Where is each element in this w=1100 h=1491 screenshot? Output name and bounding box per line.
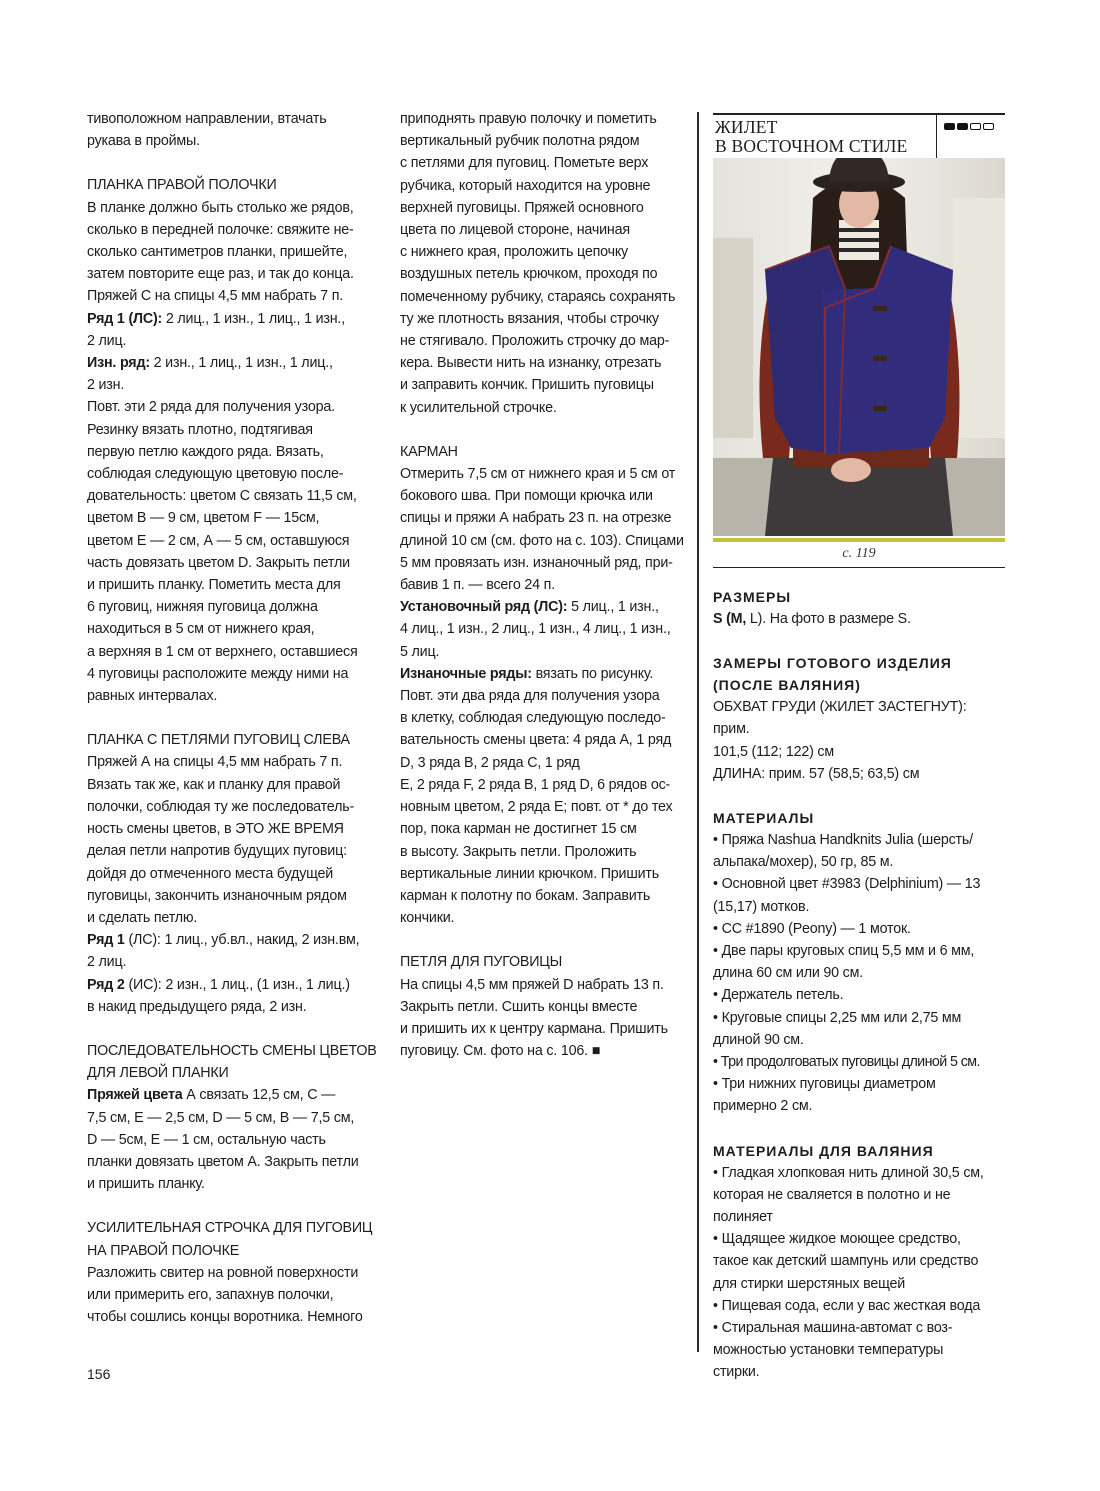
size-label: S (M, xyxy=(713,611,747,627)
text-line: • Три продолговатых пуговицы длиной 5 см. xyxy=(713,1054,980,1071)
row-label: Ряд 1 (ЛС): xyxy=(87,310,163,327)
text-line: • СС #1890 (Peony) — 1 моток. xyxy=(713,920,911,937)
text-line: ОБХВАТ ГРУДИ (ЖИЛЕТ ЗАСТЕГНУТ): прим. xyxy=(713,699,967,738)
difficulty-indicator xyxy=(944,123,994,130)
text-line: с нижнего края, проложить цепочку xyxy=(400,244,628,261)
text-line: а верхняя в 1 см от верхнего, оставшиеся xyxy=(87,643,358,660)
text-line: цвета по лицевой стороне, начиная xyxy=(400,222,630,239)
pattern-title xyxy=(715,118,907,156)
text-line: вательность смены цвета: 4 ряда А, 1 ряд xyxy=(400,732,672,749)
section-heading: ПЛАНКА ПРАВОЙ ПОЛОЧКИ xyxy=(87,177,277,194)
column-middle xyxy=(400,108,692,1062)
text-line: для стирки шерстяных вещей xyxy=(713,1275,906,1292)
row-instruction xyxy=(87,1084,379,1106)
section-heading: ПОСЛЕДОВАТЕЛЬНОСТЬ СМЕНЫ ЦВЕТОВ xyxy=(87,1042,377,1059)
text-line: ДЛИНА: прим. 57 (58,5; 63,5) см xyxy=(713,765,920,782)
text-line: равных интервалах. xyxy=(87,688,218,705)
text-line: которая не сваляется в полотно и не xyxy=(713,1186,951,1203)
text-line: 2 лиц. xyxy=(87,954,127,971)
text-line: Повт. эти два ряда для получения узора xyxy=(400,688,660,705)
text-line: • Пряжа Nashua Handknits Julia (шерсть/ xyxy=(713,832,973,849)
row-label: Изнаночные ряды: xyxy=(400,665,532,682)
text-line: • Пищевая сода, если у вас жесткая вода xyxy=(713,1297,981,1314)
title-separator xyxy=(936,115,937,159)
section-heading: ПЕТЛЯ ДЛЯ ПУГОВИЦЫ xyxy=(400,954,563,971)
text-line: длиной 90 см. xyxy=(713,1031,804,1048)
difficulty-empty-icon xyxy=(970,123,981,130)
text-line: или примерить его, запахнув полочки, xyxy=(87,1286,334,1303)
section-left-band xyxy=(87,729,379,1018)
text-line: и заправить кончик. Пришить пуговицы xyxy=(400,377,654,394)
row-text: 5 лиц., 1 изн., xyxy=(567,599,659,616)
column-left xyxy=(87,108,379,1328)
text-line: и пришить планку. Пометить места для xyxy=(87,577,341,594)
text-line: к усилительной строчке. xyxy=(400,399,557,416)
text-line: • Гладкая хлопковая нить длиной 30,5 см, xyxy=(713,1164,984,1181)
text-line: 2 изн. xyxy=(87,377,125,394)
text-line: D — 5см, Е — 1 см, остальную часть xyxy=(87,1131,326,1148)
row-instruction xyxy=(87,308,379,330)
text-line: ность смены цветов, в ЭТО ЖЕ ВРЕМЯ xyxy=(87,821,344,838)
section-materials xyxy=(713,807,1005,1118)
text-line: новным цветом, 2 ряда Е; повт. от * до тех xyxy=(400,799,673,816)
text-line: кера. Вывести нить на изнанку, отрезать xyxy=(400,355,662,372)
text-line: сколько сантиметров планки, пришейте, xyxy=(87,244,348,261)
section-heading: УСИЛИТЕЛЬНАЯ СТРОЧКА ДЛЯ ПУГОВИЦ xyxy=(87,1220,373,1237)
text-line: с петлями для пуговиц. Пометьте верх xyxy=(400,155,649,172)
text-line: 101,5 (112; 122) см xyxy=(713,743,835,760)
text-line: в накид предыдущего ряда, 2 изн. xyxy=(87,998,307,1015)
text-line: пор, пока карман не достигнет 15 см xyxy=(400,821,637,838)
text-line: и пришить планку. xyxy=(87,1176,205,1193)
row-instruction xyxy=(713,608,1005,630)
text-line: такое как детский шампунь или средство xyxy=(713,1253,979,1270)
row-instruction xyxy=(87,352,379,374)
text-line: рукава в проймы. xyxy=(87,133,200,150)
row-text: (ЛС): 1 лиц., уб.вл., накид, 2 изн.вм, xyxy=(124,932,360,949)
section-heading: МАТЕРИАЛЫ xyxy=(713,810,815,827)
text-line: рубчика, который находится на уровне xyxy=(400,177,651,194)
column-right xyxy=(713,586,1005,1384)
text-line: планки довязать цветом А. Закрыть петли xyxy=(87,1153,359,1170)
text-line: • Стиральная машина-автомат с воз- xyxy=(713,1320,953,1337)
section-heading: НА ПРАВОЙ ПОЛОЧКЕ xyxy=(87,1242,240,1259)
text-line: можностью установки температуры xyxy=(713,1342,944,1359)
text-line: спицы и пряжи А набрать 23 п. на отрезке xyxy=(400,510,672,527)
text-line: полиняет xyxy=(713,1209,773,1226)
text-line: полочки, соблюдая ту же последователь- xyxy=(87,798,355,815)
text-line: Е, 2 ряда F, 2 ряда В, 1 ряд D, 6 рядов ос- xyxy=(400,776,671,793)
intro-text xyxy=(87,108,379,152)
section-pocket xyxy=(400,441,692,929)
text-line: тивоположном направлении, втачать xyxy=(87,111,327,127)
size-text: L). На фото в размере S. xyxy=(746,611,911,627)
text-line: довательность: цветом С связать 11,5 см, xyxy=(87,488,357,505)
text-line: На спицы 4,5 мм пряжей D набрать 13 п. xyxy=(400,976,664,993)
text-line: кончики. xyxy=(400,910,455,927)
row-label: Ряд 1 xyxy=(87,932,125,949)
text-line: 4 лиц., 1 изн., 2 лиц., 1 изн., 4 лиц., 1 изн., xyxy=(400,621,671,638)
section-felting-materials xyxy=(713,1140,1005,1384)
text-line: 5 лиц. xyxy=(400,643,440,660)
text-line: приподнять правую полочку и пометить xyxy=(400,111,657,127)
text-line: пуговицы, закончить изнаночным рядом xyxy=(87,887,347,904)
section-reinforcement xyxy=(87,1217,379,1328)
section-heading: ЗАМЕРЫ ГОТОВОГО ИЗДЕЛИЯ xyxy=(713,655,952,672)
text-line: пуговицу. См. фото на с. 106. ■ xyxy=(400,1043,601,1060)
section-heading: КАРМАН xyxy=(400,443,458,460)
row-label: Установочный ряд (ЛС): xyxy=(400,599,568,616)
text-line: • Щадящее жидкое моющее средство, xyxy=(713,1231,961,1248)
pattern-title-box xyxy=(713,113,1005,160)
section-heading: (ПОСЛЕ ВАЛЯНИЯ) xyxy=(713,677,861,694)
section-heading: ПЛАНКА С ПЕТЛЯМИ ПУГОВИЦ СЛЕВА xyxy=(87,732,350,749)
row-text: (ИС): 2 изн., 1 лиц., (1 изн., 1 лиц.) xyxy=(124,976,350,993)
text-line: помеченному рубчику, стараясь сохранять xyxy=(400,288,676,305)
text-line: 4 пуговицы расположите между ними на xyxy=(87,665,349,682)
reinforcement-continued xyxy=(400,108,692,419)
text-line: • Две пары круговых спиц 5,5 мм и 6 мм, xyxy=(713,943,975,960)
text-line: в высоту. Закрыть петли. Проложить xyxy=(400,843,637,860)
text-line: цветом В — 9 см, цветом F — 15см, xyxy=(87,510,320,527)
text-line: длина 60 см или 90 см. xyxy=(713,965,864,982)
row-instruction xyxy=(400,663,692,685)
text-line: Повт. эти 2 ряда для получения узора. xyxy=(87,399,335,416)
text-line: находиться в 5 см от нижнего края, xyxy=(87,621,315,638)
text-line: Отмерить 7,5 см от нижнего края и 5 см от xyxy=(400,466,676,483)
text-line: соблюдая следующую цветовую после- xyxy=(87,466,344,483)
text-line: в клетку, соблюдая следующую последо- xyxy=(400,710,666,727)
row-text: 2 изн., 1 лиц., 1 изн., 1 лиц., xyxy=(149,355,333,372)
text-line: примерно 2 см. xyxy=(713,1098,813,1115)
text-line: бокового шва. При помощи крючка или xyxy=(400,488,653,505)
page-number: 156 xyxy=(87,1366,111,1382)
text-line: дойдя до отмеченного места будущей xyxy=(87,865,334,882)
row-instruction xyxy=(400,596,692,618)
difficulty-empty-icon xyxy=(983,123,994,130)
text-line: • Круговые спицы 2,25 мм или 2,75 мм xyxy=(713,1009,962,1026)
model-photo-illustration xyxy=(713,158,1005,536)
text-line: часть довязать цветом D. Закрыть петли xyxy=(87,554,350,571)
row-text: 2 лиц., 1 изн., 1 лиц., 1 изн., xyxy=(162,310,345,327)
section-sizes xyxy=(713,586,1005,630)
model-photo xyxy=(713,158,1005,536)
section-heading: МАТЕРИАЛЫ ДЛЯ ВАЛЯНИЯ xyxy=(713,1142,934,1159)
text-line: Пряжей А на спицы 4,5 мм набрать 7 п. xyxy=(87,754,343,771)
text-line: альпака/мохер), 50 гр, 85 м. xyxy=(713,854,894,871)
text-line: 7,5 см, Е — 2,5 см, D — 5 см, В — 7,5 см, xyxy=(87,1109,355,1126)
text-line: цветом Е — 2 см, А — 5 см, оставшуюся xyxy=(87,532,350,549)
text-line: Разложить свитер на ровной поверхности xyxy=(87,1264,359,1281)
text-line: • Основной цвет #3983 (Delphinium) — 13 xyxy=(713,876,981,893)
text-line: карман к полотну по бокам. Заправить xyxy=(400,887,651,904)
text-line: стирки. xyxy=(713,1364,760,1381)
row-text: А связать 12,5 см, С — xyxy=(182,1087,336,1104)
text-line: • Три нижних пуговицы диаметром xyxy=(713,1076,936,1093)
text-line: чтобы сошлись концы воротника. Немного xyxy=(87,1309,363,1326)
section-measurements xyxy=(713,652,1005,785)
text-line: Закрыть петли. Сшить концы вместе xyxy=(400,998,638,1015)
row-label: Изн. ряд: xyxy=(87,355,150,372)
text-line: 6 пуговиц, нижняя пуговица должна xyxy=(87,599,318,616)
text-line: Вязать так же, как и планку для правой xyxy=(87,776,341,793)
section-right-band xyxy=(87,174,379,707)
text-line: (15,17) мотков. xyxy=(713,898,810,915)
text-line: Резинку вязать плотно, подтягивая xyxy=(87,421,313,438)
text-line: В планке должно быть столько же рядов, xyxy=(87,199,354,216)
text-line: и пришить их к центру кармана. Пришить xyxy=(400,1020,668,1037)
section-color-sequence xyxy=(87,1040,379,1195)
text-line: длиной 10 см (см. фото на с. 103). Спицами xyxy=(400,532,684,549)
text-line: и сделать петлю. xyxy=(87,909,198,926)
photo-caption: с. 119 xyxy=(713,543,1005,568)
row-text: вязать по рисунку. xyxy=(531,665,654,682)
text-line: • Держатель петель. xyxy=(713,987,844,1004)
text-line: D, 3 ряда В, 2 ряда С, 1 ряд xyxy=(400,754,580,771)
text-line: Пряжей С на спицы 4,5 мм набрать 7 п. xyxy=(87,288,344,305)
row-label: Ряд 2 xyxy=(87,976,125,993)
text-line: воздушных петель крючком, проходя по xyxy=(400,266,658,283)
photo-accent-line xyxy=(713,538,1005,542)
text-line: первую петлю каждого ряда. Вязать, xyxy=(87,443,324,460)
text-line: верхней пуговицы. Пряжей основного xyxy=(400,199,644,216)
row-instruction xyxy=(87,929,379,951)
section-heading: РАЗМЕРЫ xyxy=(713,589,792,605)
row-instruction xyxy=(87,974,379,996)
text-line: делая петли напротив будущих пуговиц: xyxy=(87,843,347,860)
text-line: вертикальные линии крючком. Пришить xyxy=(400,865,660,882)
text-line: сколько в передней полочке: свяжите не- xyxy=(87,221,354,238)
row-label: Пряжей цвета xyxy=(87,1087,183,1104)
text-line: 5 мм провязать изн. изнаночный ряд, при- xyxy=(400,554,673,571)
section-button-loop xyxy=(400,951,692,1062)
text-line: вертикальный рубчик полотна рядом xyxy=(400,133,640,150)
text-line: ту же плотность вязания, чтобы строчку xyxy=(400,310,659,327)
text-line: бавив 1 п. — всего 24 п. xyxy=(400,577,555,594)
difficulty-filled-icon xyxy=(944,123,955,130)
text-line: 2 лиц. xyxy=(87,332,127,349)
section-heading: ДЛЯ ЛЕВОЙ ПЛАНКИ xyxy=(87,1065,229,1082)
title-line: В ВОСТОЧНОМ СТИЛЕ xyxy=(715,136,908,156)
difficulty-filled-icon xyxy=(957,123,968,130)
text-line: не стягивало. Проложить строчку до мар- xyxy=(400,333,670,350)
column-divider xyxy=(697,112,699,1352)
title-line: ЖИЛЕТ xyxy=(715,117,778,137)
text-line: затем повторите еще раз, и так до конца. xyxy=(87,266,354,283)
